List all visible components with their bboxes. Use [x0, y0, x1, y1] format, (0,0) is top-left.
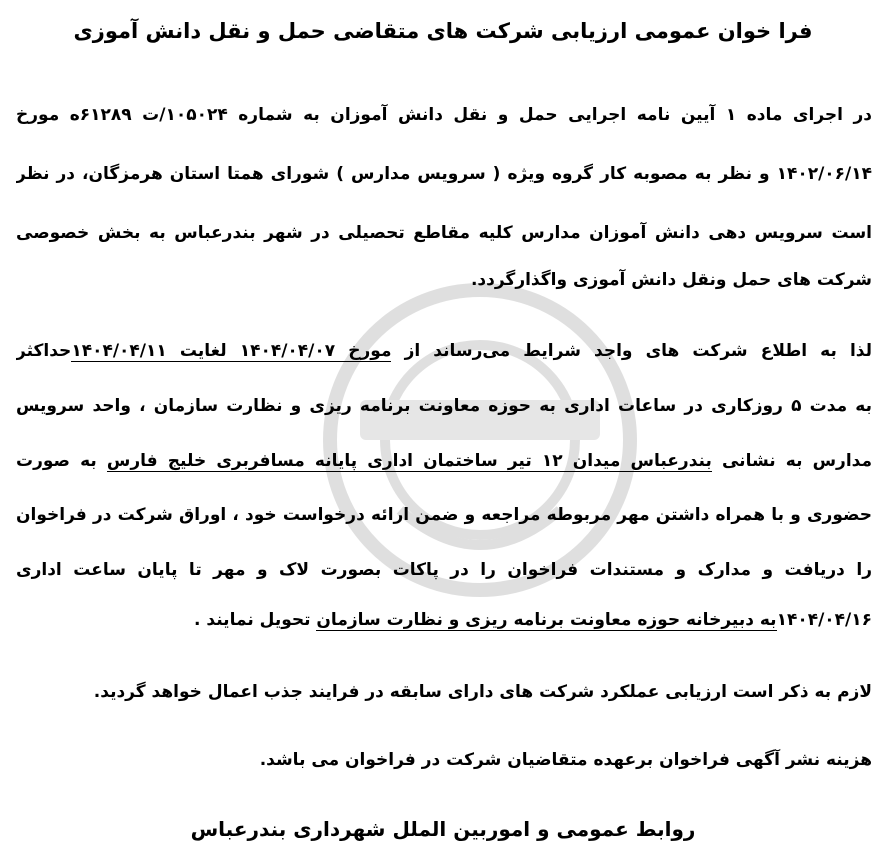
paragraph2-line3: [16, 446, 872, 476]
paragraph4: هزینه نشر آگهی فراخوان برعهده متقاضیان شرکت در فراخوان می باشد.: [259, 750, 872, 770]
paragraph2-line1-intro: لذا به اطلاع شرکت های واجد شرایط می‌رساند از: [404, 341, 872, 361]
paragraph1-line4: شرکت های حمل ونقل دانش آموزی واگذارگردد.: [470, 270, 872, 290]
paragraph1-line2: ۱۴۰۲/۰۶/۱۴ و نظر به مصوبه کار گروه ویژه ( سرویس مدارس ) شورای همتا استان هرمزگان، در نظر: [16, 164, 872, 184]
paragraph2-line6-end: تحویل نمایند .: [194, 610, 311, 630]
office-address: بندرعباس میدان ۱۲ تیر ساختمان اداری پایانه مسافربری خلیج فارس: [106, 451, 712, 471]
signature: روابط عمومی و اموربین الملل شهرداری بندرعباس: [190, 817, 696, 841]
paragraph2-line4: حضوری و با همراه داشتن مهر مربوطه مراجعه و ضمن ارائه درخواست خود ، اوراق شرکت در فراخوان: [16, 505, 872, 525]
paragraph1-line3: است سرویس دهی دانش آموزان مدارس کلیه مقاطع تحصیلی در شهر بندرعباس به بخش خصوصی: [16, 223, 872, 243]
paragraph2-line2: به مدت ۵ روزکاری در ساعات اداری به حوزه معاونت برنامه ریزی و نظارت سازمان ، واحد سرویس: [16, 396, 872, 416]
submission-office: به دبیرخانه حوزه معاونت برنامه ریزی و نظارت سازمان: [316, 610, 777, 630]
paragraph2-line6: [16, 605, 872, 635]
paragraph2-line1-end: حداکثر: [16, 341, 72, 361]
submission-period-dates: مورخ ۱۴۰۴/۰۴/۰۷ لغایت ۱۴۰۴/۰۴/۱۱: [71, 341, 392, 361]
paragraph3: لازم به ذکر است ارزیابی عملکرد شرکت های دارای سابقه در فرایند جذب اعمال خواهد گردید.: [93, 682, 872, 702]
page-title: فرا خوان عمومی ارزیابی شرکت های متقاضی حمل و نقل دانش آموزی: [73, 19, 813, 43]
paragraph2-line3-intro: مدارس به نشانی: [721, 451, 872, 471]
paragraph2-line5: را دریافت و مدارک و مستندات فراخوان را در پاکات بصورت لاک و مهر تا پایان ساعت اداری: [16, 560, 872, 580]
paragraph1-line1: در اجرای ماده ۱ آیین نامه اجرایی حمل و نقل دانش آموزان به شماره ۱۰۵۰۲۴/ت ۶۱۲۸۹ه مورخ: [16, 105, 872, 125]
paragraph2-line1: [16, 336, 872, 366]
paragraph2-line3-end: به صورت: [16, 451, 97, 471]
submission-deadline-date: ۱۴۰۴/۰۴/۱۶: [776, 610, 872, 630]
